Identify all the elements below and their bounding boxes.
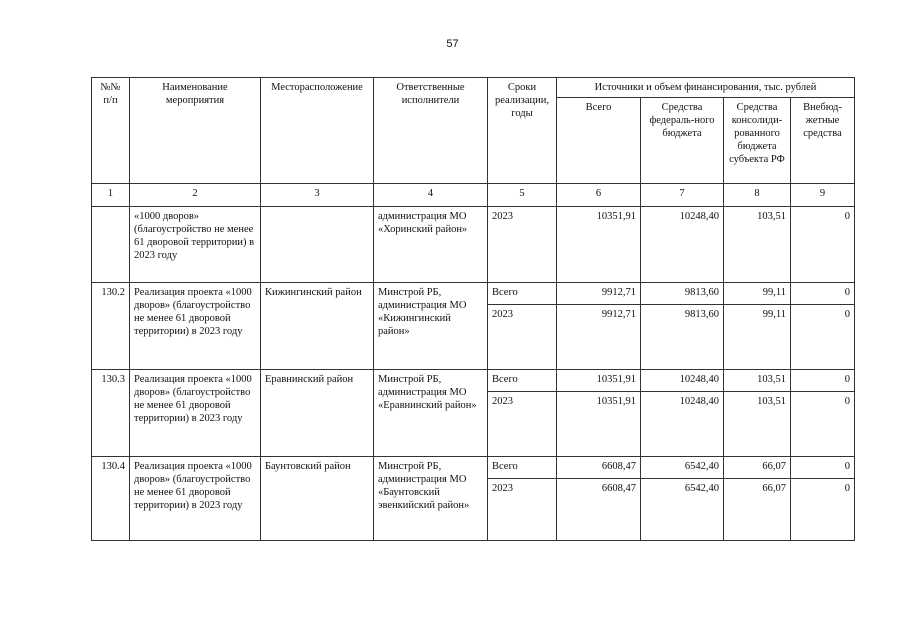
column-number: 4 (374, 184, 488, 207)
row-period-cell: 2023 (488, 392, 557, 457)
header-federal: Средства федераль-ного бюджета (641, 98, 724, 184)
budget-table (91, 77, 855, 541)
row-total-cell: 10351,91 (557, 392, 641, 457)
header-funding-group: Источники и объем финансирования, тыс. рублей (557, 78, 855, 98)
row-extra-cell: 0 (791, 207, 855, 283)
header-location: Месторасположение (261, 78, 374, 184)
row-federal-cell: 10248,40 (641, 392, 724, 457)
row-extra-cell: 0 (791, 457, 855, 479)
column-number: 2 (130, 184, 261, 207)
row-name-cell: Реализация проекта «1000 дворов» (благоустройство не менее 61 дворовой территории) в 2023 году (130, 457, 261, 541)
column-number: 3 (261, 184, 374, 207)
table-row (92, 457, 855, 479)
row-regional-cell: 103,51 (724, 392, 791, 457)
header-executors: Ответственные исполнители (374, 78, 488, 184)
column-number: 1 (92, 184, 130, 207)
row-period-cell: Всего (488, 457, 557, 479)
column-number: 5 (488, 184, 557, 207)
header-regional: Средства консолиди-рованного бюджета субъекта РФ (724, 98, 791, 184)
row-extra-cell: 0 (791, 392, 855, 457)
row-total-cell: 10351,91 (557, 370, 641, 392)
table-row (92, 283, 855, 305)
row-extra-cell: 0 (791, 370, 855, 392)
row-regional-cell: 99,11 (724, 283, 791, 305)
row-extra-cell: 0 (791, 479, 855, 541)
row-total-cell: 6608,47 (557, 479, 641, 541)
row-period-cell: 2023 (488, 479, 557, 541)
column-number: 6 (557, 184, 641, 207)
row-total-cell: 9912,71 (557, 283, 641, 305)
row-federal-cell: 10248,40 (641, 207, 724, 283)
row-num-cell: 130.2 (92, 283, 130, 370)
column-number: 9 (791, 184, 855, 207)
column-number: 8 (724, 184, 791, 207)
table-row (92, 370, 855, 392)
row-num-cell (92, 207, 130, 283)
row-name-cell: Реализация проекта «1000 дворов» (благоустройство не менее 61 дворовой территории) в 2023 году (130, 283, 261, 370)
row-period-cell: Всего (488, 370, 557, 392)
row-regional-cell: 99,11 (724, 305, 791, 370)
page-number: 57 (446, 38, 459, 50)
row-federal-cell: 10248,40 (641, 370, 724, 392)
header-period: Сроки реализации, годы (488, 78, 557, 184)
header-name: Наименование мероприятия (130, 78, 261, 184)
table-row (92, 207, 855, 283)
row-federal-cell: 6542,40 (641, 457, 724, 479)
row-name-cell: Реализация проекта «1000 дворов» (благоустройство не менее 61 дворовой территории) в 2023 году (130, 370, 261, 457)
row-federal-cell: 9813,60 (641, 283, 724, 305)
row-executors-cell: администрация МО «Хоринский район» (374, 207, 488, 283)
row-num-cell: 130.3 (92, 370, 130, 457)
row-extra-cell: 0 (791, 305, 855, 370)
header-num: №№ п/п (92, 78, 130, 184)
row-federal-cell: 9813,60 (641, 305, 724, 370)
row-total-cell: 6608,47 (557, 457, 641, 479)
row-federal-cell: 6542,40 (641, 479, 724, 541)
row-executors-cell: Минстрой РБ, администрация МО «Еравнинский район» (374, 370, 488, 457)
header-total: Всего (557, 98, 641, 184)
row-executors-cell: Минстрой РБ, администрация МО «Баунтовский эвенкийский район» (374, 457, 488, 541)
row-location-cell: Кижингинский район (261, 283, 374, 370)
row-total-cell: 10351,91 (557, 207, 641, 283)
row-total-cell: 9912,71 (557, 305, 641, 370)
row-name-cell: «1000 дворов» (благоустройство не менее 61 дворовой территории) в 2023 году (130, 207, 261, 283)
row-regional-cell: 66,07 (724, 457, 791, 479)
row-location-cell (261, 207, 374, 283)
column-numbers-row (92, 184, 855, 207)
row-location-cell: Еравнинский район (261, 370, 374, 457)
row-extra-cell: 0 (791, 283, 855, 305)
row-regional-cell: 66,07 (724, 479, 791, 541)
row-regional-cell: 103,51 (724, 370, 791, 392)
header-row-top (92, 78, 855, 98)
row-regional-cell: 103,51 (724, 207, 791, 283)
row-num-cell: 130.4 (92, 457, 130, 541)
row-executors-cell: Минстрой РБ, администрация МО «Кижингинский район» (374, 283, 488, 370)
header-extra: Внебюд-жетные средства (791, 98, 855, 184)
row-period-cell: Всего (488, 283, 557, 305)
row-period-cell: 2023 (488, 207, 557, 283)
row-period-cell: 2023 (488, 305, 557, 370)
row-location-cell: Баунтовский район (261, 457, 374, 541)
column-number: 7 (641, 184, 724, 207)
